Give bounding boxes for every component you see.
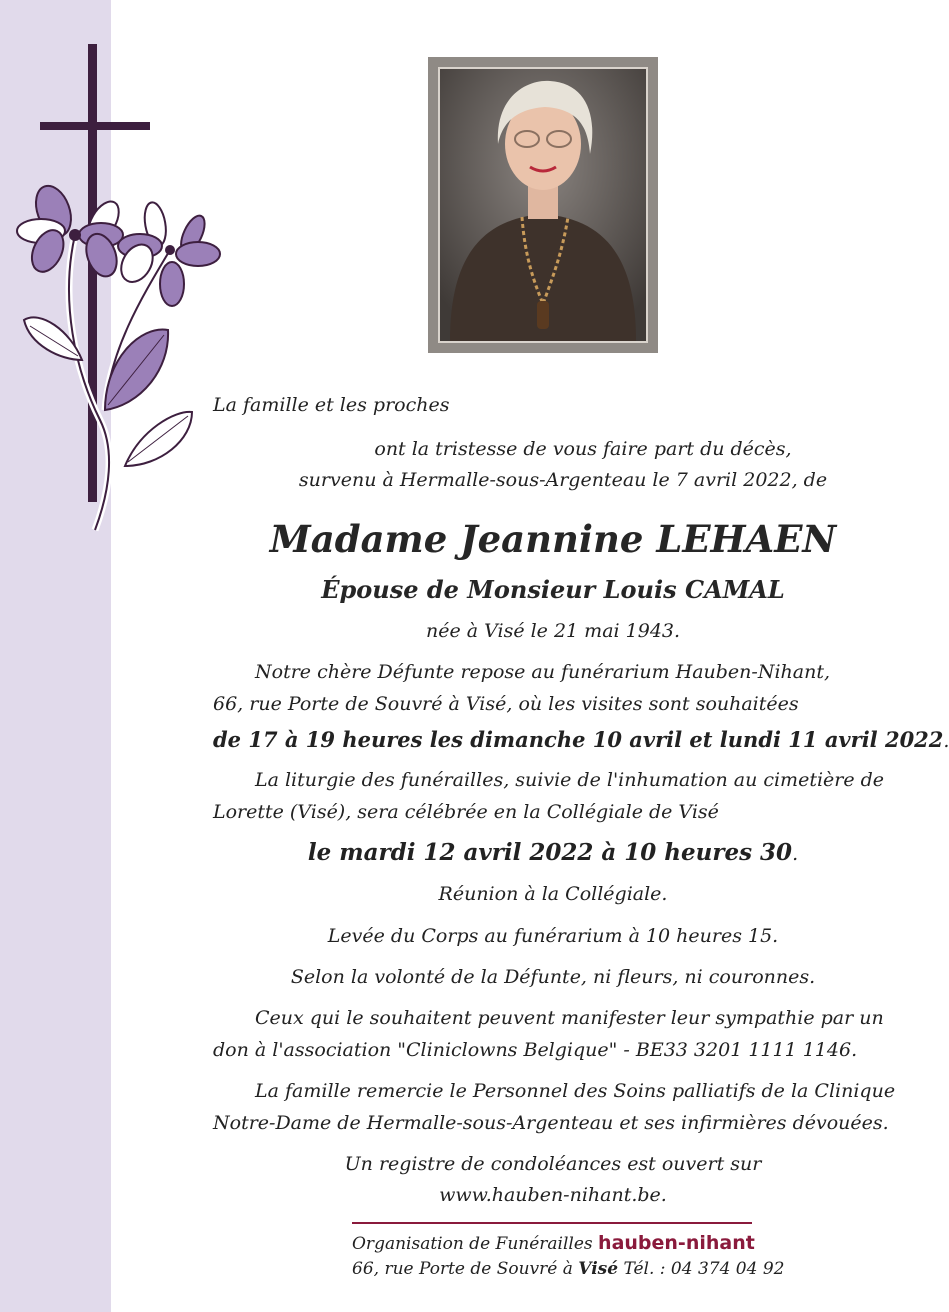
deceased-name: Madame Jeannine LEHAEN xyxy=(269,517,837,561)
register-line-1: Un registre de condoléances est ouvert sur xyxy=(344,1153,762,1175)
visits-bold: de 17 à 19 heures les dimanche 10 avril et lundi 11 avril 2022 xyxy=(213,727,944,752)
spouse-line: Épouse de Monsieur Louis CAMAL xyxy=(321,575,785,604)
levee-line: Levée du Corps au funérarium à 10 heures 15. xyxy=(327,925,779,947)
funeral-date-line xyxy=(213,841,893,864)
footer-divider xyxy=(352,1222,752,1224)
brand-logo: hauben-nihant xyxy=(598,1232,755,1254)
birth-line: née à Visé le 21 mai 1943. xyxy=(425,620,681,642)
footer-organisation xyxy=(352,1232,755,1254)
portrait-frame xyxy=(428,57,658,353)
intro-text: La famille et les proches xyxy=(213,394,450,416)
footer-address-street: 66, rue Porte de Souvré à xyxy=(352,1259,579,1279)
footer-org-label: Organisation de Funérailles xyxy=(352,1234,599,1254)
register-link[interactable]: www.hauben-nihant.be. xyxy=(439,1184,667,1206)
flowers-line: Selon la volonté de la Défunte, ni fleurs, ni couronnes. xyxy=(290,966,816,988)
portrait-photo xyxy=(438,67,648,343)
donation-line-1: Ceux qui le souhaitent peuvent manifester leur sympathie par un xyxy=(255,1007,884,1029)
funeral-date-end: . xyxy=(792,843,799,865)
cross-with-violets-icon xyxy=(0,30,240,550)
announce-line-1: ont la tristesse de vous faire part du décès, xyxy=(374,438,792,460)
visits-end: . xyxy=(943,730,949,752)
liturgy-line-2: Lorette (Visé), sera célébrée en la Collégiale de Visé xyxy=(213,801,719,823)
reunion-line: Réunion à la Collégiale. xyxy=(438,883,668,905)
funeral-date-bold: le mardi 12 avril 2022 à 10 heures 30 xyxy=(307,839,793,866)
visits-line xyxy=(213,727,949,752)
footer-phone: Tél. : 04 374 04 92 xyxy=(618,1259,785,1279)
announce-line-2: survenu à Hermalle-sous-Argenteau le 7 avril 2022, de xyxy=(298,469,828,491)
liturgy-line-1: La liturgie des funérailles, suivie de l'inhumation au cimetière de xyxy=(255,769,885,791)
thanks-line-1: La famille remercie le Personnel des Soins palliatifs de la Clinique xyxy=(255,1080,896,1102)
footer-address xyxy=(352,1259,785,1279)
thanks-line-2: Notre-Dame de Hermalle-sous-Argenteau et ses infirmières dévouées. xyxy=(213,1112,889,1134)
repose-line-2: 66, rue Porte de Souvré à Visé, où les visites sont souhaitées xyxy=(213,693,799,715)
donation-line-2: don à l'association "Cliniclowns Belgique" - BE33 3201 1111 1146. xyxy=(213,1039,858,1061)
repose-line-1: Notre chère Défunte repose au funérarium Hauben-Nihant, xyxy=(255,661,831,683)
footer-address-city: Visé xyxy=(578,1259,619,1279)
